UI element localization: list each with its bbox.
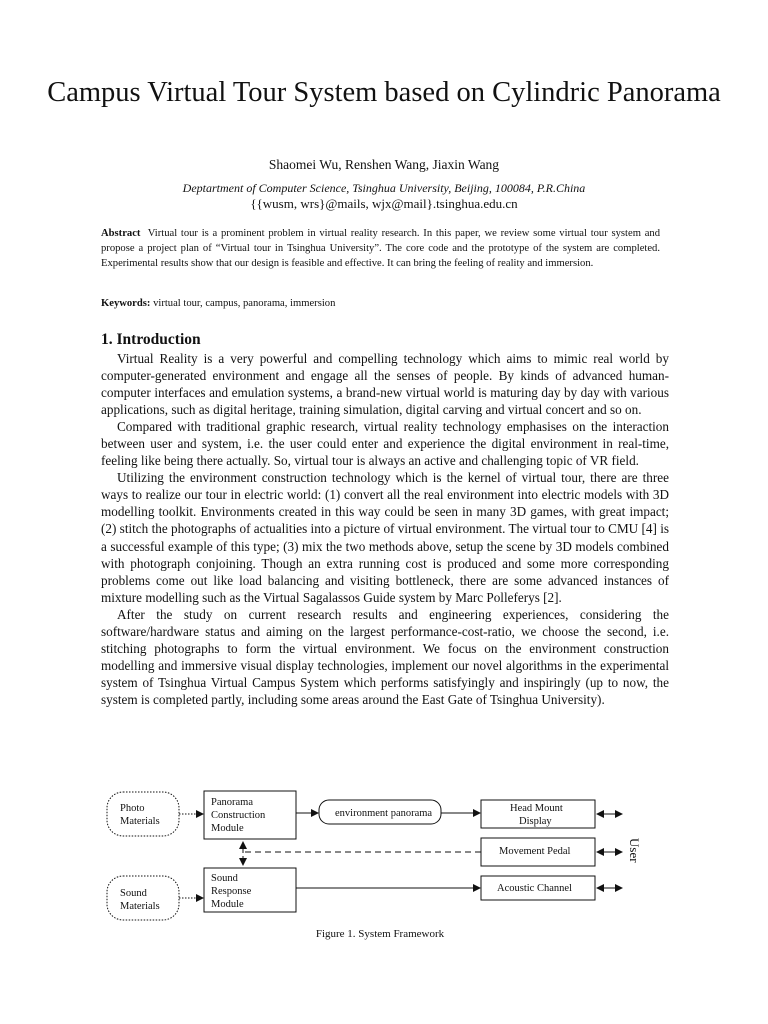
movement-pedal-label: Movement Pedal [499, 846, 571, 857]
sound-module-label: Response [211, 886, 252, 897]
authors: Shaomei Wu, Renshen Wang, Jiaxin Wang [268, 157, 500, 172]
photo-materials-node [107, 792, 179, 836]
user-label: User [627, 838, 642, 863]
abstract-text: Virtual tour is a prominent problem in virtual reality research. In this paper, we review some virtual tour system and propose a project plan of “Virtual tour in Tsinghua University”. The core code and the prototype of the system are completed. Experimental results show that our design is feasible and effective. It can bring the feeling of reality and immersion. [101, 228, 660, 270]
paragraph: After the study on current research results and engineering experiences, considering the software/hardware status and aiming on the largest performance-cost-ratio, we choose the second, i.e. stitching photographs to form the virtual environment. We focus on the environment construction modelling and immersive visual display technologies, implement our novel algorithms in the experimental system of Tsinghua Virtual Campus System which performs satisfyingly and inspiringly (up to now, the system is completed partly, including some areas around the East Gate of Tsinghua University). [101, 606, 669, 707]
paper-title: Campus Virtual Tour System based on Cylindric Panorama [47, 77, 721, 108]
panorama-module-label: Panorama [211, 797, 253, 808]
sound-materials-label: Materials [120, 901, 160, 912]
figure-caption: Figure 1. System Framework [315, 928, 445, 940]
environment-panorama-label: environment panorama [335, 808, 433, 819]
head-mount-label: Head Mount [510, 803, 563, 814]
abstract [101, 226, 660, 272]
keywords-text: virtual tour, campus, panorama, immersion [153, 298, 336, 309]
emails: {{wusm, wrs}@mails, wjx@mail}.tsinghua.edu.cn [250, 196, 518, 211]
introduction-body [101, 350, 669, 708]
keywords [101, 298, 660, 309]
head-mount-label: Display [519, 816, 552, 827]
panorama-module-label: Construction [211, 810, 266, 821]
panorama-module-label: Module [211, 823, 244, 834]
affiliation: Deptartment of Computer Science, Tsinghua University, Beijing, 100084, P.R.China [182, 181, 586, 195]
photo-materials-label: Photo [120, 803, 145, 814]
section-heading-introduction: 1. Introduction [101, 331, 201, 348]
acoustic-channel-label: Acoustic Channel [497, 883, 572, 894]
paragraph: Compared with traditional graphic research, virtual reality technology emphasises on the interaction between user and system, i.e. the user could enter and experience the digital environment in real-time, feeling like being there actually. So, virtual tour is always an active and challenging topic of VR field. [101, 419, 669, 469]
abstract-label: Abstract [101, 228, 141, 239]
sound-materials-label: Sound [120, 888, 147, 899]
paragraph: Virtual Reality is a very powerful and compelling technology which aims to mimic real world by computer-generated environment and engage all the senses of people. By kinds of advanced human-computer interfaces and emulation systems, a brand-new virtual world is maturing day by day with various applications, such as digital heritage, training simulation, digital carving and virtual concert and so on. [101, 351, 669, 418]
sound-module-label: Module [211, 899, 244, 910]
paragraph: Utilizing the environment construction technology which is the kernel of virtual tour, there are three ways to realize our tour in electric world: (1) convert all the real environment into electric models with 3D modelling toolkit. Environments created in this way could be seen in many 3D games, with great impact; (2) stitch the photographs of actualities into a picture of virtual environment. The virtual tour to CMU [4] is a successful example of this type; (3) mix the two methods above, setup the scene by 3D models combined with photograph conjoining. Though an extra running cost is produced and some more corresponding problems come out like load balancing and visiting bottleneck, there are some advanced instances of mixture modelling such as the Virtual Sagalassos Guide system by Marc Polleferys [2]. [101, 470, 669, 605]
photo-materials-label: Materials [120, 816, 160, 827]
sound-module-label: Sound [211, 873, 238, 884]
keywords-label: Keywords: [101, 298, 151, 309]
system-framework-figure [100, 780, 660, 925]
